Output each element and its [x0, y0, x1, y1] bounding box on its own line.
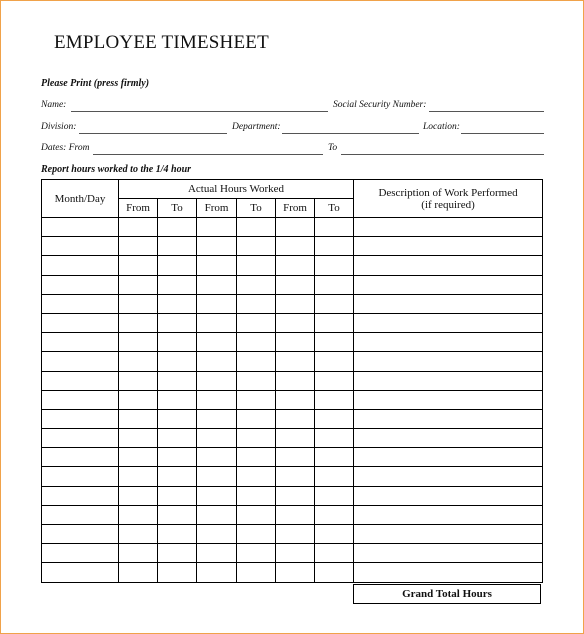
to-cell-2[interactable] — [237, 409, 276, 428]
print-instruction: Please Print (press firmly) — [41, 78, 150, 89]
to-cell-3[interactable] — [315, 333, 354, 352]
to-cell-3[interactable] — [315, 313, 354, 332]
grand-total-label: Grand Total Hours — [402, 588, 492, 600]
description-cell[interactable] — [354, 333, 543, 352]
from-cell-2[interactable] — [197, 467, 237, 486]
month-day-cell[interactable] — [42, 371, 119, 390]
to-cell-3[interactable] — [315, 563, 354, 582]
from-cell-3[interactable] — [276, 371, 315, 390]
to-cell-1[interactable] — [158, 467, 197, 486]
description-header — [354, 180, 543, 218]
from-cell-2[interactable] — [197, 371, 237, 390]
table-row — [42, 352, 543, 371]
month-day-cell[interactable] — [42, 294, 119, 313]
month-day-cell[interactable] — [42, 275, 119, 294]
from-cell-3[interactable] — [276, 448, 315, 467]
table-row — [42, 256, 543, 275]
to-cell-1[interactable] — [158, 486, 197, 505]
from-cell-1[interactable] — [119, 563, 158, 582]
month-day-cell[interactable] — [42, 218, 119, 237]
to-cell-3[interactable] — [315, 486, 354, 505]
to-header-1: To — [158, 199, 197, 218]
dates-from-label: Dates: From — [41, 143, 90, 153]
to-cell-1[interactable] — [158, 313, 197, 332]
from-cell-3[interactable] — [276, 486, 315, 505]
from-cell-1[interactable] — [119, 333, 158, 352]
from-cell-2[interactable] — [197, 448, 237, 467]
to-cell-1[interactable] — [158, 409, 197, 428]
month-day-cell[interactable] — [42, 544, 119, 563]
table-row — [42, 505, 543, 524]
month-day-cell[interactable] — [42, 467, 119, 486]
to-cell-2[interactable] — [237, 333, 276, 352]
to-cell-3[interactable] — [315, 352, 354, 371]
from-cell-3[interactable] — [276, 313, 315, 332]
to-cell-1[interactable] — [158, 237, 197, 256]
dates-from-field[interactable] — [93, 154, 323, 155]
to-cell-1[interactable] — [158, 352, 197, 371]
hours-table-body — [42, 218, 543, 583]
table-row — [42, 237, 543, 256]
table-row — [42, 544, 543, 563]
to-cell-1[interactable] — [158, 333, 197, 352]
from-cell-1[interactable] — [119, 390, 158, 409]
to-cell-3[interactable] — [315, 429, 354, 448]
description-cell[interactable] — [354, 544, 543, 563]
to-cell-1[interactable] — [158, 448, 197, 467]
name-field[interactable] — [71, 111, 328, 112]
description-cell[interactable] — [354, 313, 543, 332]
to-cell-2[interactable] — [237, 448, 276, 467]
from-cell-3[interactable] — [276, 467, 315, 486]
to-cell-2[interactable] — [237, 429, 276, 448]
description-cell[interactable] — [354, 371, 543, 390]
to-cell-3[interactable] — [315, 294, 354, 313]
from-cell-1[interactable] — [119, 371, 158, 390]
from-cell-3[interactable] — [276, 544, 315, 563]
from-cell-2[interactable] — [197, 294, 237, 313]
to-cell-1[interactable] — [158, 275, 197, 294]
description-cell[interactable] — [354, 467, 543, 486]
description-cell[interactable] — [354, 275, 543, 294]
table-row — [42, 409, 543, 428]
to-cell-3[interactable] — [315, 390, 354, 409]
to-cell-2[interactable] — [237, 218, 276, 237]
report-instruction: Report hours worked to the 1/4 hour — [41, 164, 192, 175]
from-cell-1[interactable] — [119, 256, 158, 275]
division-label: Division: — [41, 122, 77, 132]
from-cell-2[interactable] — [197, 237, 237, 256]
department-field[interactable] — [282, 133, 419, 134]
month-day-cell[interactable] — [42, 429, 119, 448]
table-row — [42, 390, 543, 409]
table-row — [42, 525, 543, 544]
to-cell-3[interactable] — [315, 237, 354, 256]
to-cell-1[interactable] — [158, 256, 197, 275]
from-cell-2[interactable] — [197, 256, 237, 275]
month-day-cell[interactable] — [42, 256, 119, 275]
table-row — [42, 486, 543, 505]
to-cell-2[interactable] — [237, 563, 276, 582]
to-cell-2[interactable] — [237, 352, 276, 371]
table-row — [42, 333, 543, 352]
from-cell-3[interactable] — [276, 505, 315, 524]
from-cell-2[interactable] — [197, 544, 237, 563]
table-row — [42, 429, 543, 448]
to-cell-3[interactable] — [315, 409, 354, 428]
from-cell-1[interactable] — [119, 352, 158, 371]
name-label: Name: — [41, 100, 67, 110]
from-cell-2[interactable] — [197, 275, 237, 294]
to-cell-2[interactable] — [237, 544, 276, 563]
description-cell[interactable] — [354, 525, 543, 544]
from-cell-2[interactable] — [197, 486, 237, 505]
month-day-cell[interactable] — [42, 313, 119, 332]
from-header-3: From — [276, 199, 315, 218]
table-row — [42, 467, 543, 486]
to-cell-1[interactable] — [158, 525, 197, 544]
from-cell-2[interactable] — [197, 505, 237, 524]
month-day-cell[interactable] — [42, 237, 119, 256]
from-cell-1[interactable] — [119, 275, 158, 294]
from-cell-3[interactable] — [276, 563, 315, 582]
to-cell-1[interactable] — [158, 390, 197, 409]
description-cell[interactable] — [354, 352, 543, 371]
from-cell-3[interactable] — [276, 333, 315, 352]
from-cell-1[interactable] — [119, 505, 158, 524]
to-cell-1[interactable] — [158, 544, 197, 563]
to-cell-2[interactable] — [237, 313, 276, 332]
from-header-2: From — [197, 199, 237, 218]
to-cell-3[interactable] — [315, 467, 354, 486]
table-row — [42, 313, 543, 332]
to-cell-3[interactable] — [315, 525, 354, 544]
dates-to-label: To — [328, 143, 338, 153]
description-cell[interactable] — [354, 294, 543, 313]
ssn-field[interactable] — [429, 111, 544, 112]
to-header-3: To — [315, 199, 354, 218]
from-cell-3[interactable] — [276, 294, 315, 313]
month-day-cell[interactable] — [42, 352, 119, 371]
from-cell-1[interactable] — [119, 467, 158, 486]
table-row — [42, 218, 543, 237]
description-cell[interactable] — [354, 486, 543, 505]
to-cell-1[interactable] — [158, 505, 197, 524]
month-day-cell[interactable] — [42, 525, 119, 544]
to-cell-2[interactable] — [237, 294, 276, 313]
to-cell-3[interactable] — [315, 256, 354, 275]
from-cell-2[interactable] — [197, 525, 237, 544]
to-cell-2[interactable] — [237, 505, 276, 524]
from-cell-1[interactable] — [119, 448, 158, 467]
from-cell-2[interactable] — [197, 429, 237, 448]
from-cell-1[interactable] — [119, 313, 158, 332]
month-day-cell[interactable] — [42, 390, 119, 409]
from-cell-1[interactable] — [119, 429, 158, 448]
from-cell-3[interactable] — [276, 390, 315, 409]
from-cell-1[interactable] — [119, 294, 158, 313]
to-cell-2[interactable] — [237, 256, 276, 275]
ssn-label: Social Security Number: — [333, 100, 427, 110]
to-cell-3[interactable] — [315, 275, 354, 294]
to-cell-2[interactable] — [237, 486, 276, 505]
table-row — [42, 294, 543, 313]
to-cell-3[interactable] — [315, 371, 354, 390]
hours-table — [41, 179, 543, 583]
description-cell[interactable] — [354, 237, 543, 256]
to-cell-2[interactable] — [237, 467, 276, 486]
description-cell[interactable] — [354, 256, 543, 275]
to-header-2: To — [237, 199, 276, 218]
location-field[interactable] — [461, 133, 544, 134]
to-cell-2[interactable] — [237, 390, 276, 409]
to-cell-3[interactable] — [315, 448, 354, 467]
from-cell-3[interactable] — [276, 218, 315, 237]
to-cell-2[interactable] — [237, 525, 276, 544]
month-day-cell[interactable] — [42, 505, 119, 524]
from-cell-1[interactable] — [119, 237, 158, 256]
from-cell-1[interactable] — [119, 218, 158, 237]
description-cell[interactable] — [354, 409, 543, 428]
location-label: Location: — [423, 122, 460, 132]
to-cell-1[interactable] — [158, 294, 197, 313]
from-cell-3[interactable] — [276, 525, 315, 544]
from-cell-2[interactable] — [197, 390, 237, 409]
from-cell-3[interactable] — [276, 275, 315, 294]
from-cell-3[interactable] — [276, 409, 315, 428]
table-row — [42, 275, 543, 294]
from-cell-2[interactable] — [197, 563, 237, 582]
description-header-line1: Description of Work Performed — [378, 186, 518, 199]
from-header-1: From — [119, 199, 158, 218]
page-title: EMPLOYEE TIMESHEET — [54, 32, 269, 53]
division-field[interactable] — [79, 133, 227, 134]
table-row — [42, 371, 543, 390]
description-cell[interactable] — [354, 505, 543, 524]
from-cell-2[interactable] — [197, 352, 237, 371]
description-cell[interactable] — [354, 448, 543, 467]
department-label: Department: — [232, 122, 281, 132]
to-cell-1[interactable] — [158, 218, 197, 237]
to-cell-1[interactable] — [158, 563, 197, 582]
dates-to-field[interactable] — [341, 154, 544, 155]
from-cell-3[interactable] — [276, 352, 315, 371]
from-cell-2[interactable] — [197, 313, 237, 332]
from-cell-3[interactable] — [276, 237, 315, 256]
month-day-cell[interactable] — [42, 409, 119, 428]
to-cell-2[interactable] — [237, 237, 276, 256]
to-cell-3[interactable] — [315, 218, 354, 237]
table-row — [42, 563, 543, 582]
to-cell-2[interactable] — [237, 371, 276, 390]
month-day-cell[interactable] — [42, 486, 119, 505]
from-cell-2[interactable] — [197, 409, 237, 428]
from-cell-3[interactable] — [276, 256, 315, 275]
actual-hours-header: Actual Hours Worked — [119, 180, 354, 199]
from-cell-2[interactable] — [197, 218, 237, 237]
description-cell[interactable] — [354, 429, 543, 448]
month-day-cell[interactable] — [42, 448, 119, 467]
description-cell[interactable] — [354, 563, 543, 582]
to-cell-3[interactable] — [315, 544, 354, 563]
to-cell-1[interactable] — [158, 371, 197, 390]
month-day-header: Month/Day — [42, 180, 119, 218]
from-cell-1[interactable] — [119, 486, 158, 505]
from-cell-1[interactable] — [119, 409, 158, 428]
from-cell-1[interactable] — [119, 544, 158, 563]
description-cell[interactable] — [354, 218, 543, 237]
month-day-cell[interactable] — [42, 333, 119, 352]
to-cell-2[interactable] — [237, 275, 276, 294]
table-row — [42, 448, 543, 467]
description-cell[interactable] — [354, 390, 543, 409]
from-cell-3[interactable] — [276, 429, 315, 448]
month-day-cell[interactable] — [42, 563, 119, 582]
from-cell-2[interactable] — [197, 333, 237, 352]
grand-total-box — [353, 584, 541, 604]
description-header-line2: (if required) — [421, 198, 475, 211]
from-cell-1[interactable] — [119, 525, 158, 544]
to-cell-1[interactable] — [158, 429, 197, 448]
to-cell-3[interactable] — [315, 505, 354, 524]
